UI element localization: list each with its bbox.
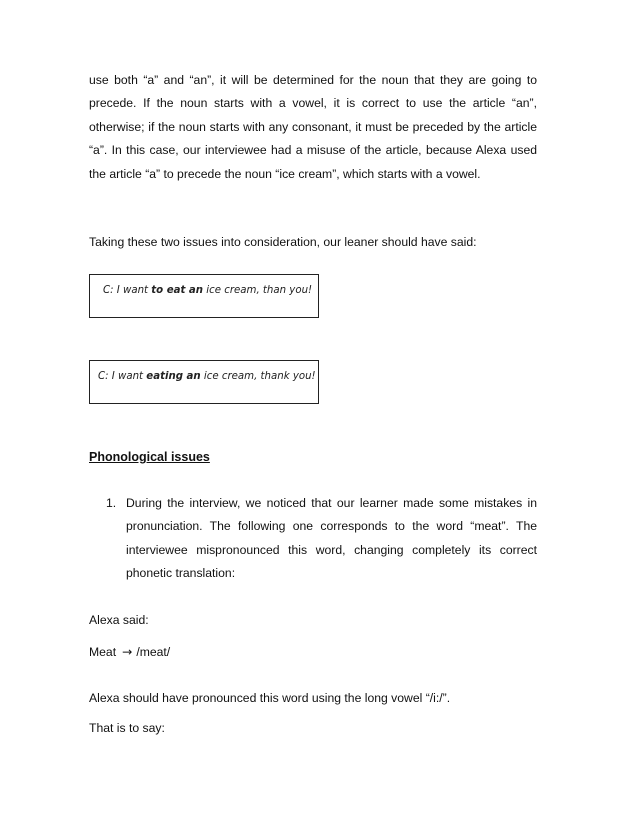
arrow-right-icon: → xyxy=(122,645,133,659)
section-heading: Phonological issues xyxy=(89,450,210,464)
example-box-2 xyxy=(89,360,319,404)
box-2-prefix: C: I want xyxy=(98,371,147,382)
box-2-bold: eating an xyxy=(146,371,201,382)
meat-line xyxy=(89,644,170,660)
list-item-text: During the interview, we noticed that our learner made some mistakes in pronunciation. The following one corresponds to the word “meat”. The interviewee mispronounced this word, changing completely its correct phonetic translation: xyxy=(126,496,537,581)
box-1-suffix: ice cream, than you! xyxy=(203,285,313,296)
intro-paragraph: use both “a” and “an”, it will be determined for the noun that they are going to precede. If the noun starts with a vowel, it is correct to use the article “an”, otherwise; if the noun starts with any consonant, it must be preceded by the article “a”. In this case, our interviewee had a misuse of the article, because Alexa used the article “a” to precede the noun “ice cream”, which starts with a vowel. xyxy=(89,73,537,181)
that-is-line: That is to say: xyxy=(89,721,165,735)
meat-word: Meat xyxy=(89,645,117,659)
box-2-suffix: ice cream, thank you! xyxy=(200,371,316,382)
taking-line: Taking these two issues into consideration, our leaner should have said: xyxy=(89,235,477,249)
example-box-1-text xyxy=(103,285,312,296)
meat-phonetic: /meat/ xyxy=(136,645,171,659)
example-box-1 xyxy=(89,274,319,318)
alexa-said-line: Alexa said: xyxy=(89,613,149,627)
list-number: 1. xyxy=(106,496,117,510)
example-box-2-text xyxy=(98,371,316,382)
should-line: Alexa should have pronounced this word using the long vowel “/i:/”. xyxy=(89,691,451,705)
box-1-bold: to eat an xyxy=(151,285,204,296)
box-1-prefix: C: I want xyxy=(103,285,152,296)
